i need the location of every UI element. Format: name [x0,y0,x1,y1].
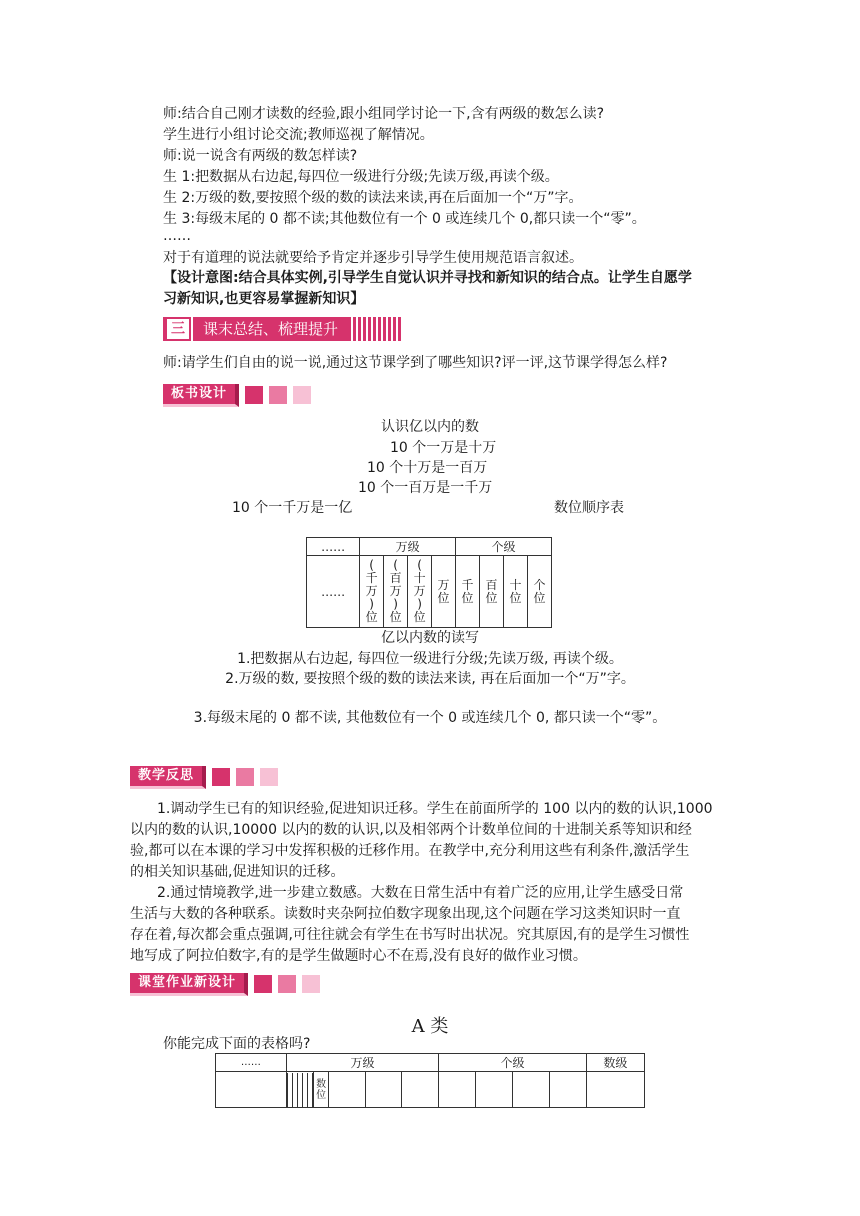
banner-label: 教学反思 [130,766,206,789]
section-number: 三 [165,317,191,341]
decor-square [293,386,311,404]
decor-square [254,975,272,993]
blank-cell[interactable] [549,1072,586,1108]
section-title: 课末总结、梳理提升 [195,317,348,341]
dialogue-line: 生 1:把数据从右边起,每四位一级进行分级;先读万级,再读个级。 [163,169,559,185]
row-label-cell: 数位 [314,1072,329,1108]
blank-cell[interactable] [216,1072,287,1108]
teacher-prompt: 师:请学生们自由的说一说,通过这节课学到了哪些知识?评一评,这节课学得怎么样? [163,355,668,371]
reflection-line: 的相关知识基础,促进知识的迁移。 [130,864,345,880]
reflection-line: 1.调动学生已有的知识经验,促进知识迁移。学生在前面所学的 100 以内的数的认识,1000 [157,801,713,817]
table-head-cell: 万级 [360,538,456,556]
table-cell-vertical: 千 位 [456,556,480,628]
board-line: 10 个一千万是一亿 [232,500,353,516]
table-cell-vertical: ( 百 万 ) 位 [384,556,408,628]
table-cell-vertical: 百 位 [480,556,504,628]
reflection-line: 生活与大数的各种联系。读数时夹杂阿拉伯数字现象出现,这个问题在学习这类知识时一直 [130,906,681,922]
dialogue-line: 生 3:每级末尾的 0 都不读;其他数位有一个 0 或连续几个 0,都只读一个“零”。 [163,211,646,227]
dialogue-line: 生 2:万级的数,要按照个级的数的读法来读,再在后面加一个“万”字。 [163,190,583,206]
table-head-cell: 个级 [439,1054,587,1072]
category-heading: A 类 [411,1016,449,1037]
board-line: 10 个十万是一百万 [367,460,488,476]
table-head-cell: …… [307,538,360,556]
table-cell-vertical: 十 位 [503,556,527,628]
table-head-cell: 数级 [586,1054,644,1072]
decor-square [260,768,278,786]
table-cell-vertical: 个 位 [527,556,551,628]
decor-square [245,386,263,404]
board-line: 10 个一百万是一千万 [358,480,493,496]
section-header [163,317,403,341]
place-value-table [306,537,552,628]
striped-cell [286,1072,313,1108]
decor-square [278,975,296,993]
blank-cell[interactable] [439,1072,476,1108]
blank-cell[interactable] [328,1072,365,1108]
homework-question: 你能完成下面的表格吗? [163,1036,311,1052]
homework-table [215,1053,645,1108]
blank-cell[interactable] [365,1072,402,1108]
reflection-banner [130,765,278,789]
board-line: 10 个一万是十万 [390,440,497,456]
table-head-cell: 个级 [456,538,552,556]
design-intent-line: 【设计意图:结合具体实例,引导学生自觉认识并寻找和新知识的结合点。让学生自愿学 [163,270,692,286]
table-caption: 数位顺序表 [554,500,624,516]
banner-label: 板书设计 [163,384,239,407]
board-design-banner [163,383,311,407]
homework-banner [130,972,320,996]
decor-square [236,768,254,786]
reading-rule: 1.把数据从右边起, 每四位一级进行分级;先读万级, 再读个级。 [237,651,623,667]
dialogue-line: 师:结合自己刚才读数的经验,跟小组同学讨论一下,含有两级的数怎么读? [163,106,605,122]
decor-square [212,768,230,786]
dialogue-line: 对于有道理的说法就要给予肯定并逐步引导学生使用规范语言叙述。 [163,250,583,266]
blank-cell[interactable] [586,1072,644,1108]
table-head-cell: …… [216,1054,287,1072]
reflection-line: 地写成了阿拉伯数字,有的是学生做题时心不在焉,没有良好的做作业习惯。 [130,948,587,964]
blank-cell[interactable] [512,1072,549,1108]
table-cell-vertical: 万 位 [432,556,456,628]
reflection-line: 存在着,每次都会重点强调,可往往就会有学生在书写时出状况。究其原因,有的是学生习惯性 [130,927,690,943]
reflection-line: 以内的数的认识,10000 以内的数的认识,以及相邻两个计数单位间的十进制关系等知识和经 [130,822,692,838]
reading-rule: 3.每级末尾的 0 都不读, 其他数位有一个 0 或连续几个 0, 都只读一个“零”。 [193,710,667,726]
reading-rule: 2.万级的数, 要按照个级的数的读法来读, 再在后面加一个“万”字。 [225,671,635,687]
reflection-line: 验,都可以在本课的学习中发挥积极的迁移作用。在教学中,充分利用这些有利条件,激活学生 [130,843,690,859]
table-head-cell: 万级 [286,1054,438,1072]
table-cell-vertical: ( 千 万 ) 位 [360,556,384,628]
blank-cell[interactable] [476,1072,513,1108]
dialogue-line: 师:说一说含有两级的数怎样读? [163,148,358,164]
design-intent-line: 习新知识,也更容易掌握新知识】 [163,291,365,307]
reading-title: 亿以内数的读写 [381,630,479,646]
table-cell: …… [307,556,360,628]
board-title: 认识亿以内的数 [381,419,479,435]
table-cell-vertical: ( 十 万 ) 位 [408,556,432,628]
reflection-line: 2.通过情境教学,进一步建立数感。大数在日常生活中有着广泛的应用,让学生感受日常 [157,885,684,901]
decor-square [302,975,320,993]
dialogue-line: 学生进行小组讨论交流;教师巡视了解情况。 [163,127,434,143]
banner-label: 课堂作业新设计 [130,973,248,996]
blank-cell[interactable] [402,1072,439,1108]
ellipsis: …… [163,228,191,244]
decor-square [269,386,287,404]
